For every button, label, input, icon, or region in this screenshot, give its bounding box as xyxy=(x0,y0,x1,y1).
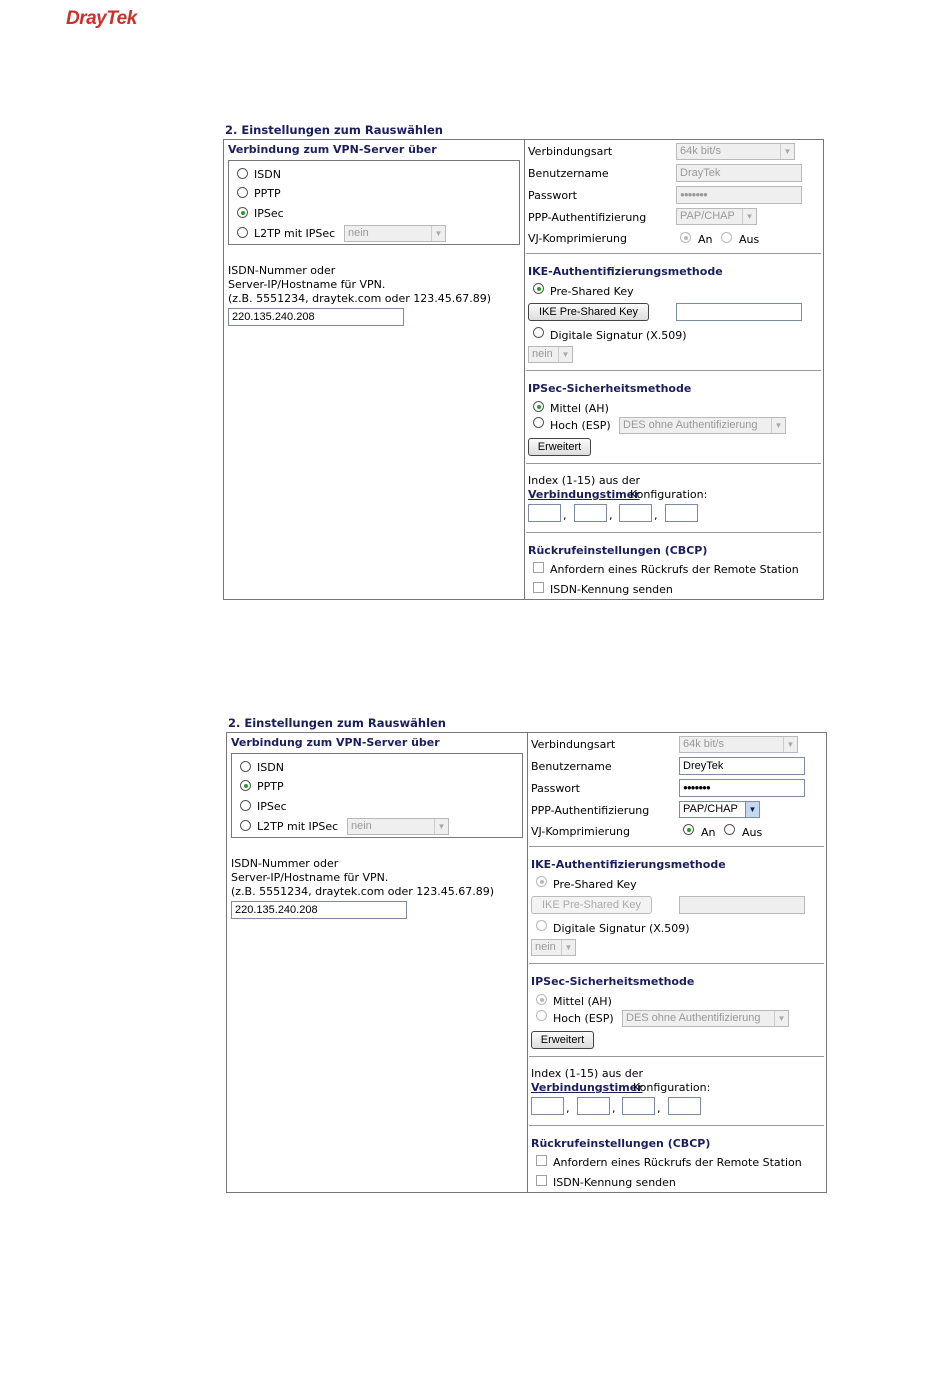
radio-ah[interactable] xyxy=(533,401,544,412)
signature-value: nein xyxy=(535,941,556,953)
cbcp-heading: Rückrufeinstellungen (CBCP) xyxy=(528,544,708,557)
column-divider xyxy=(524,140,525,599)
cbcp-isdn-checkbox[interactable] xyxy=(533,582,544,593)
cbcp-isdn-label: ISDN-Kennung senden xyxy=(550,583,673,596)
radio-vj-off[interactable] xyxy=(721,232,732,243)
conn-type-value: 64k bit/s xyxy=(683,738,724,750)
divider-line xyxy=(526,370,821,371)
chevron-down-icon: ▼ xyxy=(783,737,797,752)
chevron-down-icon: ▼ xyxy=(745,802,759,817)
signature-value: nein xyxy=(532,348,553,360)
radio-isdn-label: ISDN xyxy=(257,761,284,774)
timer-index-3[interactable] xyxy=(619,504,652,522)
radio-isdn-label: ISDN xyxy=(254,168,281,181)
conn-type-label: Verbindungsart xyxy=(531,738,616,751)
radio-ipsec-label: IPSec xyxy=(254,207,284,220)
index-label: Index (1-15) aus der xyxy=(531,1067,644,1080)
dial-out-settings-panel-pptp xyxy=(226,716,827,1196)
index-label: Index (1-15) aus der xyxy=(528,474,641,487)
ah-label: Mittel (AH) xyxy=(553,995,612,1008)
radio-pptp-label: PPTP xyxy=(254,187,281,200)
ppp-auth-value: PAP/CHAP xyxy=(683,803,738,815)
radio-digital-signature[interactable] xyxy=(533,327,544,338)
conn-type-select[interactable] xyxy=(679,736,798,753)
esp-select-value: DES ohne Authentifizierung xyxy=(623,419,758,431)
divider-line xyxy=(526,532,821,533)
username-label: Benutzername xyxy=(531,760,612,773)
comma: , xyxy=(609,509,613,522)
chevron-down-icon: ▼ xyxy=(558,347,572,362)
server-address-input[interactable]: 220.135.240.208 xyxy=(231,901,407,919)
divider-line xyxy=(529,846,824,847)
password-input[interactable]: ●●●●●●● xyxy=(679,779,805,797)
dial-out-settings-panel-ipsec xyxy=(223,123,824,603)
radio-ipsec[interactable] xyxy=(240,800,251,811)
radio-pptp[interactable] xyxy=(240,780,251,791)
l2tp-select-value: nein xyxy=(351,820,372,832)
radio-ah[interactable] xyxy=(536,994,547,1005)
vj-on-label: An xyxy=(701,826,716,839)
signature-select[interactable] xyxy=(531,939,576,956)
radio-pptp-label: PPTP xyxy=(257,780,284,793)
server-label-line1: ISDN-Nummer oder xyxy=(231,857,339,870)
timer-index-2[interactable] xyxy=(577,1097,610,1115)
radio-l2tp[interactable] xyxy=(237,227,248,238)
cbcp-request-label: Anfordern eines Rückrufs der Remote Station xyxy=(553,1156,802,1169)
radio-l2tp-label: L2TP mit IPSec xyxy=(254,227,336,240)
timer-index-1[interactable] xyxy=(531,1097,564,1115)
chevron-down-icon: ▼ xyxy=(774,1011,788,1026)
esp-select[interactable] xyxy=(622,1010,789,1027)
username-label: Benutzername xyxy=(528,167,609,180)
server-address-input[interactable]: 220.135.240.208 xyxy=(228,308,404,326)
radio-vj-on[interactable] xyxy=(683,824,694,835)
column-divider xyxy=(527,733,528,1192)
password-label: Passwort xyxy=(531,782,580,795)
chevron-down-icon: ▼ xyxy=(561,940,575,955)
conn-type-select[interactable] xyxy=(676,143,795,160)
radio-digital-signature[interactable] xyxy=(536,920,547,931)
timer-link[interactable]: Verbindungstimer xyxy=(531,1081,643,1094)
radio-psk[interactable] xyxy=(536,876,547,887)
cbcp-isdn-checkbox[interactable] xyxy=(536,1175,547,1186)
section-title: 2. Einstellungen zum Rauswählen xyxy=(225,123,443,137)
timer-link[interactable]: Verbindungstimer xyxy=(528,488,640,501)
esp-label: Hoch (ESP) xyxy=(553,1012,614,1025)
divider-line xyxy=(526,253,821,254)
ike-heading: IKE-Authentifizierungsmethode xyxy=(528,265,723,278)
advanced-button[interactable]: Erweitert xyxy=(528,438,591,456)
radio-vj-off[interactable] xyxy=(724,824,735,835)
settings-frame xyxy=(223,139,824,600)
settings-frame xyxy=(226,732,827,1193)
radio-esp[interactable] xyxy=(533,417,544,428)
psk-input[interactable] xyxy=(676,303,802,321)
l2tp-select[interactable] xyxy=(347,818,449,835)
password-label: Passwort xyxy=(528,189,577,202)
server-label-line2: Server-IP/Hostname für VPN. xyxy=(228,278,386,291)
draytek-logo: DrayTek xyxy=(66,8,137,29)
section-title: 2. Einstellungen zum Rauswählen xyxy=(228,716,446,730)
signature-select[interactable] xyxy=(528,346,573,363)
digital-signature-label: Digitale Signatur (X.509) xyxy=(550,329,687,342)
server-label-line1: ISDN-Nummer oder xyxy=(228,264,336,277)
esp-label: Hoch (ESP) xyxy=(550,419,611,432)
cbcp-request-checkbox[interactable] xyxy=(533,562,544,573)
timer-index-4[interactable] xyxy=(665,504,698,522)
config-label: Konfiguration: xyxy=(630,488,708,501)
server-label-line2: Server-IP/Hostname für VPN. xyxy=(231,871,389,884)
timer-index-2[interactable] xyxy=(574,504,607,522)
timer-index-3[interactable] xyxy=(622,1097,655,1115)
ipsec-heading: IPSec-Sicherheitsmethode xyxy=(528,382,692,395)
cbcp-heading: Rückrufeinstellungen (CBCP) xyxy=(531,1137,711,1150)
vj-label: VJ-Komprimierung xyxy=(528,232,628,245)
esp-select-value: DES ohne Authentifizierung xyxy=(626,1012,761,1024)
radio-isdn[interactable] xyxy=(237,168,248,179)
radio-pptp[interactable] xyxy=(237,187,248,198)
conn-type-value: 64k bit/s xyxy=(680,145,721,157)
ipsec-heading: IPSec-Sicherheitsmethode xyxy=(531,975,695,988)
chevron-down-icon: ▼ xyxy=(780,144,794,159)
comma: , xyxy=(654,509,658,522)
chevron-down-icon: ▼ xyxy=(771,418,785,433)
divider-line xyxy=(529,963,824,964)
ah-label: Mittel (AH) xyxy=(550,402,609,415)
password-input[interactable]: ●●●●●●● xyxy=(676,186,802,204)
username-input[interactable]: DreyTek xyxy=(679,757,805,775)
radio-ipsec[interactable] xyxy=(237,207,248,218)
psk-label: Pre-Shared Key xyxy=(553,878,637,891)
username-input[interactable]: DrayTek xyxy=(676,164,802,182)
conn-type-label: Verbindungsart xyxy=(528,145,613,158)
divider-line xyxy=(526,463,821,464)
comma: , xyxy=(563,509,567,522)
vpn-server-heading: Verbindung zum VPN-Server über xyxy=(228,143,437,156)
radio-vj-on[interactable] xyxy=(680,232,691,243)
comma: , xyxy=(566,1102,570,1115)
radio-ipsec-label: IPSec xyxy=(257,800,287,813)
psk-input[interactable] xyxy=(679,896,805,914)
ike-psk-button[interactable]: IKE Pre-Shared Key xyxy=(528,303,649,321)
chevron-down-icon: ▼ xyxy=(742,209,756,224)
ppp-auth-select[interactable] xyxy=(679,801,760,818)
psk-label: Pre-Shared Key xyxy=(550,285,634,298)
vj-label: VJ-Komprimierung xyxy=(531,825,631,838)
vj-off-label: Aus xyxy=(739,233,760,246)
chevron-down-icon: ▼ xyxy=(431,226,445,241)
radio-l2tp[interactable] xyxy=(240,820,251,831)
l2tp-select-value: nein xyxy=(348,227,369,239)
vj-on-label: An xyxy=(698,233,713,246)
cbcp-request-checkbox[interactable] xyxy=(536,1155,547,1166)
ppp-auth-select[interactable] xyxy=(676,208,757,225)
config-label: Konfiguration: xyxy=(633,1081,711,1094)
divider-line xyxy=(529,1125,824,1126)
vpn-server-heading: Verbindung zum VPN-Server über xyxy=(231,736,440,749)
ike-psk-button[interactable]: IKE Pre-Shared Key xyxy=(531,896,652,914)
server-label-line3: (z.B. 5551234, draytek.com oder 123.45.67.89) xyxy=(228,292,492,305)
radio-isdn[interactable] xyxy=(240,761,251,772)
timer-index-4[interactable] xyxy=(668,1097,701,1115)
ppp-auth-label: PPP-Authentifizierung xyxy=(528,211,647,224)
server-label-line3: (z.B. 5551234, draytek.com oder 123.45.67.89) xyxy=(231,885,495,898)
digital-signature-label: Digitale Signatur (X.509) xyxy=(553,922,690,935)
chevron-down-icon: ▼ xyxy=(434,819,448,834)
comma: , xyxy=(612,1102,616,1115)
vj-off-label: Aus xyxy=(742,826,763,839)
cbcp-isdn-label: ISDN-Kennung senden xyxy=(553,1176,676,1189)
cbcp-request-label: Anfordern eines Rückrufs der Remote Station xyxy=(550,563,799,576)
advanced-button[interactable]: Erweitert xyxy=(531,1031,594,1049)
divider-line xyxy=(529,1056,824,1057)
esp-select[interactable] xyxy=(619,417,786,434)
radio-l2tp-label: L2TP mit IPSec xyxy=(257,820,339,833)
radio-esp[interactable] xyxy=(536,1010,547,1021)
l2tp-select[interactable] xyxy=(344,225,446,242)
ppp-auth-value: PAP/CHAP xyxy=(680,210,735,222)
ike-heading: IKE-Authentifizierungsmethode xyxy=(531,858,726,871)
ppp-auth-label: PPP-Authentifizierung xyxy=(531,804,650,817)
comma: , xyxy=(657,1102,661,1115)
radio-psk[interactable] xyxy=(533,283,544,294)
timer-index-1[interactable] xyxy=(528,504,561,522)
